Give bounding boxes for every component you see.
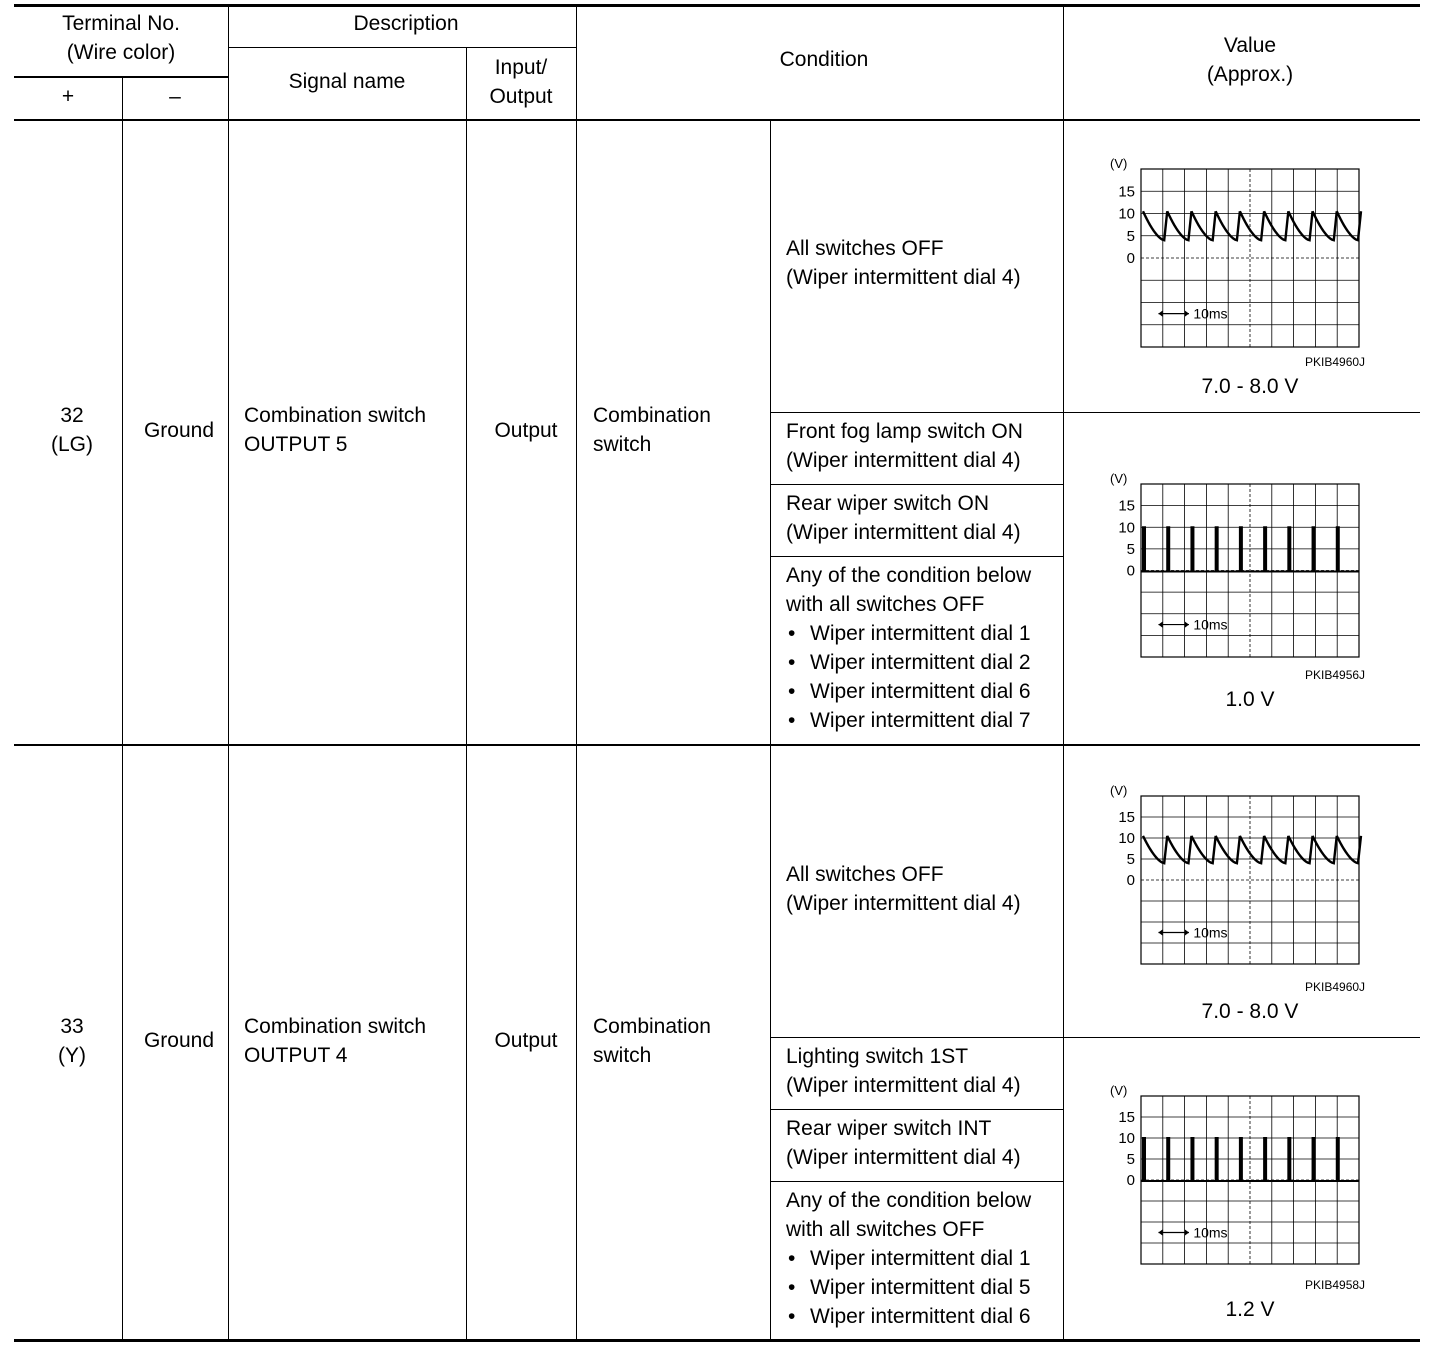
list-item: • Wiper intermittent dial 1 xyxy=(786,619,1031,648)
condition-item: Front fog lamp switch ON xyxy=(786,420,1023,443)
list-item: • Wiper intermittent dial 2 xyxy=(786,648,1031,677)
header-description: Description xyxy=(353,12,459,35)
scope-svg xyxy=(1100,1082,1400,1272)
scope-svg xyxy=(1100,155,1400,355)
arrow-icon xyxy=(1158,930,1162,936)
oscilloscope-waveform xyxy=(1100,470,1400,665)
col-line xyxy=(1063,5,1064,1341)
list-item: • Wiper intermittent dial 6 xyxy=(786,1302,1031,1331)
condition-item: All switches OFF xyxy=(786,237,944,260)
sub-row-divider xyxy=(770,412,1420,413)
sub-row-divider xyxy=(770,484,1064,485)
wire-color: (LG) xyxy=(51,433,93,456)
list-item: • Wiper intermittent dial 7 xyxy=(786,706,1031,735)
terminal-number: 32 xyxy=(60,404,84,427)
condition-item: All switches OFF xyxy=(786,863,944,886)
header-io-line2: Output xyxy=(489,85,553,108)
scope-unit-label: (V) xyxy=(1110,1083,1128,1098)
signal-name-line2: OUTPUT 5 xyxy=(244,433,348,456)
col-line xyxy=(122,77,123,1341)
scope-tick-label: 15 xyxy=(1118,497,1135,515)
voltage-value: 1.0 V xyxy=(1225,688,1275,711)
header-wire-color: (Wire color) xyxy=(66,41,176,64)
condition-item-detail: (Wiper intermittent dial 4) xyxy=(786,1146,1021,1169)
scope-tick-label: 10 xyxy=(1118,830,1135,847)
time-scale-label: 10ms xyxy=(1193,305,1228,322)
header-signal-name: Signal name xyxy=(288,70,406,93)
scope-tick-label: 10 xyxy=(1118,205,1135,223)
list-item: • Wiper intermittent dial 5 xyxy=(786,1273,1031,1302)
list-item: • Wiper intermittent dial 6 xyxy=(786,677,1031,706)
condition-item: Lighting switch 1ST xyxy=(786,1045,969,1068)
condition-bullet-list xyxy=(786,619,1031,735)
condition-item: Any of the condition below xyxy=(786,564,1032,587)
col-line xyxy=(576,5,577,1341)
header-condition: Condition xyxy=(779,48,869,71)
oscilloscope-waveform xyxy=(1100,1082,1400,1272)
condition-item: Any of the condition below xyxy=(786,1189,1032,1212)
scope-unit-label: (V) xyxy=(1110,783,1128,798)
sub-row-divider xyxy=(770,1181,1064,1182)
col-line xyxy=(466,47,467,1341)
terminal-number: 33 xyxy=(60,1015,84,1038)
arrow-icon xyxy=(1185,1230,1189,1236)
arrow-icon xyxy=(1158,622,1162,628)
scope-tick-label: 0 xyxy=(1126,250,1135,267)
header-terminal-no: Terminal No. xyxy=(62,12,180,35)
condition-main: Combination xyxy=(593,1015,711,1038)
figure-id: PKIB4960J xyxy=(1305,980,1366,994)
condition-bullet-list xyxy=(786,1244,1031,1331)
header-value-line1: Value xyxy=(1223,34,1277,57)
scope-tick-label: 15 xyxy=(1118,809,1135,826)
header-plus: + xyxy=(61,85,75,108)
signal-name: Combination switch xyxy=(244,404,427,427)
table-top-border xyxy=(14,4,1420,7)
condition-item-detail: (Wiper intermittent dial 4) xyxy=(786,449,1021,472)
ground-terminal: Ground xyxy=(143,419,215,442)
arrow-icon xyxy=(1185,311,1189,317)
list-item: • Wiper intermittent dial 1 xyxy=(786,1244,1031,1273)
scope-tick-label: 10 xyxy=(1118,1130,1135,1147)
table-bottom-border xyxy=(14,1339,1420,1342)
time-scale-label: 10ms xyxy=(1193,924,1228,941)
figure-id: PKIB4956J xyxy=(1305,668,1366,682)
wire-color: (Y) xyxy=(58,1044,86,1067)
scope-tick-label: 0 xyxy=(1126,872,1135,889)
arrow-icon xyxy=(1185,930,1189,936)
arrow-icon xyxy=(1158,311,1162,317)
scope-unit-label: (V) xyxy=(1110,471,1128,486)
figure-id: PKIB4960J xyxy=(1305,355,1366,369)
figure-id: PKIB4958J xyxy=(1305,1278,1366,1292)
header-value-line2: (Approx.) xyxy=(1206,63,1294,86)
header-terminal-divider xyxy=(14,76,228,78)
voltage-value: 7.0 - 8.0 V xyxy=(1201,375,1299,398)
scope-tick-label: 5 xyxy=(1126,1151,1135,1168)
col-line xyxy=(770,120,771,1341)
voltage-value: 1.2 V xyxy=(1225,1298,1275,1321)
scope-svg xyxy=(1100,470,1400,665)
header-description-divider xyxy=(228,47,577,48)
signal-name: Combination switch xyxy=(244,1015,427,1038)
scope-unit-label: (V) xyxy=(1110,156,1128,171)
col-line xyxy=(228,5,229,1341)
scope-tick-label: 5 xyxy=(1126,851,1135,868)
time-scale-label: 10ms xyxy=(1193,616,1228,633)
condition-item-detail: (Wiper intermittent dial 4) xyxy=(786,521,1021,544)
ground-terminal: Ground xyxy=(143,1029,215,1052)
signal-name-line2: OUTPUT 4 xyxy=(244,1044,348,1067)
voltage-value: 7.0 - 8.0 V xyxy=(1201,1000,1299,1023)
input-output: Output xyxy=(494,419,558,442)
oscilloscope-waveform xyxy=(1100,782,1400,972)
condition-item: Rear wiper switch INT xyxy=(786,1117,992,1140)
scope-tick-label: 10 xyxy=(1118,519,1135,537)
input-output: Output xyxy=(494,1029,558,1052)
condition-main-line2: switch xyxy=(593,433,652,456)
condition-main: Combination xyxy=(593,404,711,427)
arrow-icon xyxy=(1158,1230,1162,1236)
condition-item: Rear wiper switch ON xyxy=(786,492,990,515)
scope-tick-label: 15 xyxy=(1118,183,1135,201)
condition-main-line2: switch xyxy=(593,1044,652,1067)
waveform-trace xyxy=(1141,1138,1359,1181)
header-io-line1: Input/ xyxy=(494,56,548,79)
sub-row-divider xyxy=(770,1109,1064,1110)
oscilloscope-waveform xyxy=(1100,155,1400,355)
scope-tick-label: 0 xyxy=(1126,562,1135,580)
scope-tick-label: 0 xyxy=(1126,1172,1135,1189)
scope-svg xyxy=(1100,782,1400,972)
scope-tick-label: 5 xyxy=(1126,227,1135,245)
condition-item-detail: with all switches OFF xyxy=(786,593,985,616)
scope-tick-label: 15 xyxy=(1118,1109,1135,1126)
condition-item-detail: (Wiper intermittent dial 4) xyxy=(786,266,1021,289)
header-minus: – xyxy=(169,85,181,108)
condition-item-detail: (Wiper intermittent dial 4) xyxy=(786,1074,1021,1097)
time-scale-label: 10ms xyxy=(1193,1224,1228,1241)
table-header-bottom-border xyxy=(14,119,1420,121)
sub-row-divider xyxy=(770,1037,1420,1038)
condition-item-detail: (Wiper intermittent dial 4) xyxy=(786,892,1021,915)
sub-row-divider xyxy=(770,556,1064,557)
scope-tick-label: 5 xyxy=(1126,540,1135,558)
condition-item-detail: with all switches OFF xyxy=(786,1218,985,1241)
arrow-icon xyxy=(1185,622,1189,628)
row-divider xyxy=(14,744,1420,746)
